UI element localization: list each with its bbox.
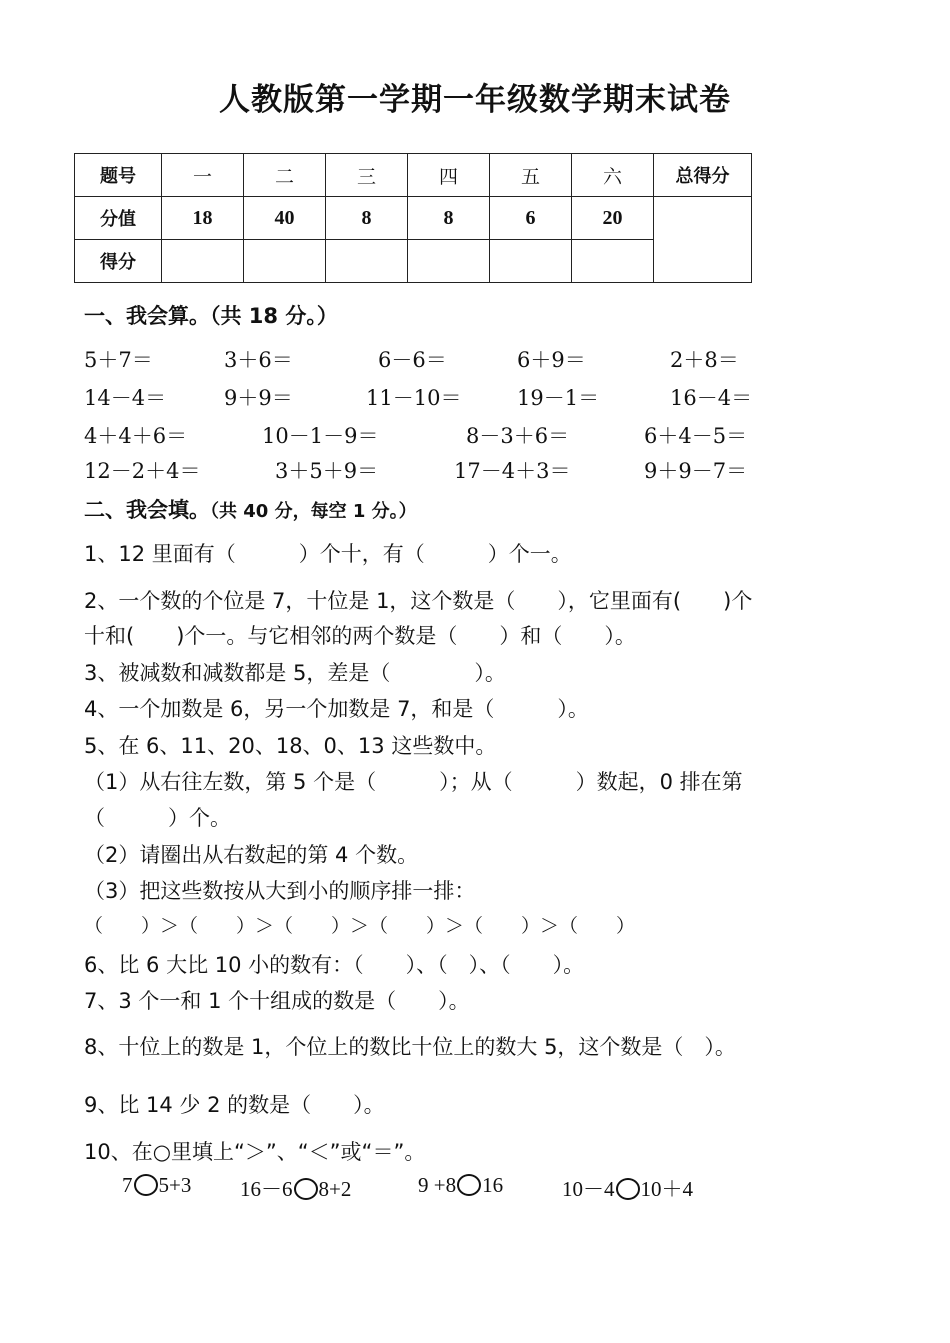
calc-problem: 3＋6＝ [224, 348, 293, 372]
question-line: 十和( )个一。与它相邻的两个数是（ ）和（ ）。 [84, 624, 636, 648]
score-cell[interactable] [162, 240, 244, 283]
total-score-cell[interactable] [654, 197, 752, 283]
score-cell[interactable] [326, 240, 408, 283]
question-line: （ ）个。 [84, 806, 231, 830]
question-line: （2）请圈出从右数起的第 4 个数。 [84, 843, 419, 867]
question-line: 1、12 里面有（ ）个十，有（ ）个一。 [84, 542, 572, 566]
calc-problem: 9＋9＝ [224, 386, 293, 410]
question-line: 3、被减数和减数都是 5，差是（ ）。 [84, 661, 506, 685]
question-line: 4、一个加数是 6，另一个加数是 7，和是（ ）。 [84, 697, 589, 721]
header-cell: 四 [408, 154, 490, 197]
compare-circle[interactable] [294, 1178, 318, 1200]
calc-problem: 17－4＋3＝ [454, 459, 571, 483]
points-cell: 6 [490, 197, 572, 240]
compare-right: 5+3 [158, 1173, 192, 1197]
compare-right: 10＋4 [640, 1177, 693, 1201]
section2-heading [84, 494, 417, 524]
calc-problem: 16－4＝ [670, 386, 753, 410]
compare-left: 7 [122, 1173, 133, 1197]
header-cell: 总得分 [654, 154, 752, 197]
points-cell: 8 [408, 197, 490, 240]
question-line: 8、十位上的数是 1，个位上的数比十位上的数大 5，这个数是（ ）。 [84, 1035, 736, 1059]
header-cell: 二 [244, 154, 326, 197]
calc-problem: 9＋9－7＝ [644, 459, 748, 483]
row-label: 得分 [75, 240, 162, 283]
compare-item [562, 1173, 693, 1203]
question-line: （1）从右往左数，第 5 个是（ ）；从（ ）数起，0 排在第 [84, 770, 743, 794]
compare-left: 16－6 [240, 1177, 293, 1201]
calc-problem: 12－2＋4＝ [84, 459, 201, 483]
score-table [74, 153, 752, 283]
compare-item [240, 1173, 351, 1203]
compare-circle[interactable] [457, 1174, 481, 1196]
points-cell: 8 [326, 197, 408, 240]
points-cell: 18 [162, 197, 244, 240]
compare-left: 9 +8 [418, 1173, 457, 1197]
calc-problem: 10－1－9＝ [262, 424, 379, 448]
section2-title: 二、我会填。 [84, 498, 210, 522]
points-cell: 40 [244, 197, 326, 240]
score-table-header-row [75, 154, 752, 197]
question-line: 2、一个数的个位是 7，十位是 1，这个数是（ ），它里面有( )个 [84, 589, 753, 613]
header-cell: 五 [490, 154, 572, 197]
points-row [75, 197, 752, 240]
calc-problem: 14－4＝ [84, 386, 167, 410]
score-cell[interactable] [244, 240, 326, 283]
section1-heading: 一、我会算。（共 18 分。） [84, 304, 338, 328]
question-line: 6、比 6 大比 10 小的数有：（ ）、（ ）、（ ）。 [84, 953, 585, 977]
calc-problem: 8－3＋6＝ [466, 424, 570, 448]
calc-problem: 3＋5＋9＝ [275, 459, 379, 483]
ordering-blanks: （ ）＞（ ）＞（ ）＞（ ）＞（ ）＞（ ） [84, 915, 636, 937]
compare-circle[interactable] [616, 1178, 640, 1200]
compare-circle[interactable] [134, 1174, 158, 1196]
question-line: 9、比 14 少 2 的数是（ ）。 [84, 1093, 385, 1117]
compare-item [122, 1173, 191, 1198]
compare-right: 8+2 [318, 1177, 352, 1201]
score-cell[interactable] [490, 240, 572, 283]
calc-problem: 6－6＝ [378, 348, 447, 372]
calc-problem: 6＋9＝ [517, 348, 586, 372]
calc-problem: 6＋4－5＝ [644, 424, 748, 448]
compare-left: 10－4 [562, 1177, 615, 1201]
question-line: 10、在○里填上“＞”、“＜”或“＝”。 [84, 1140, 426, 1164]
header-cell: 三 [326, 154, 408, 197]
header-cell: 题号 [75, 154, 162, 197]
compare-item [418, 1173, 503, 1198]
row-label: 分值 [75, 197, 162, 240]
calc-problem: 5＋7＝ [84, 348, 153, 372]
calc-problem: 4＋4＋6＝ [84, 424, 188, 448]
page-title: 人教版第一学期一年级数学期末试卷 [219, 82, 731, 118]
calc-problem: 11－10＝ [366, 386, 462, 410]
score-cell[interactable] [408, 240, 490, 283]
score-cell[interactable] [572, 240, 654, 283]
question-line: （3）把这些数按从大到小的顺序排一排： [84, 879, 476, 903]
calc-problem: 2＋8＝ [670, 348, 739, 372]
section2-note: （共 40 分，每空 1 分。） [210, 501, 417, 522]
compare-right: 16 [482, 1173, 504, 1197]
header-cell: 六 [572, 154, 654, 197]
calc-problem: 19－1＝ [517, 386, 600, 410]
question-line: 5、在 6、11、20、18、0、13 这些数中。 [84, 734, 497, 758]
header-cell: 一 [162, 154, 244, 197]
score-row [75, 240, 752, 283]
question-line: 7、3 个一和 1 个十组成的数是（ ）。 [84, 989, 470, 1013]
points-cell: 20 [572, 197, 654, 240]
